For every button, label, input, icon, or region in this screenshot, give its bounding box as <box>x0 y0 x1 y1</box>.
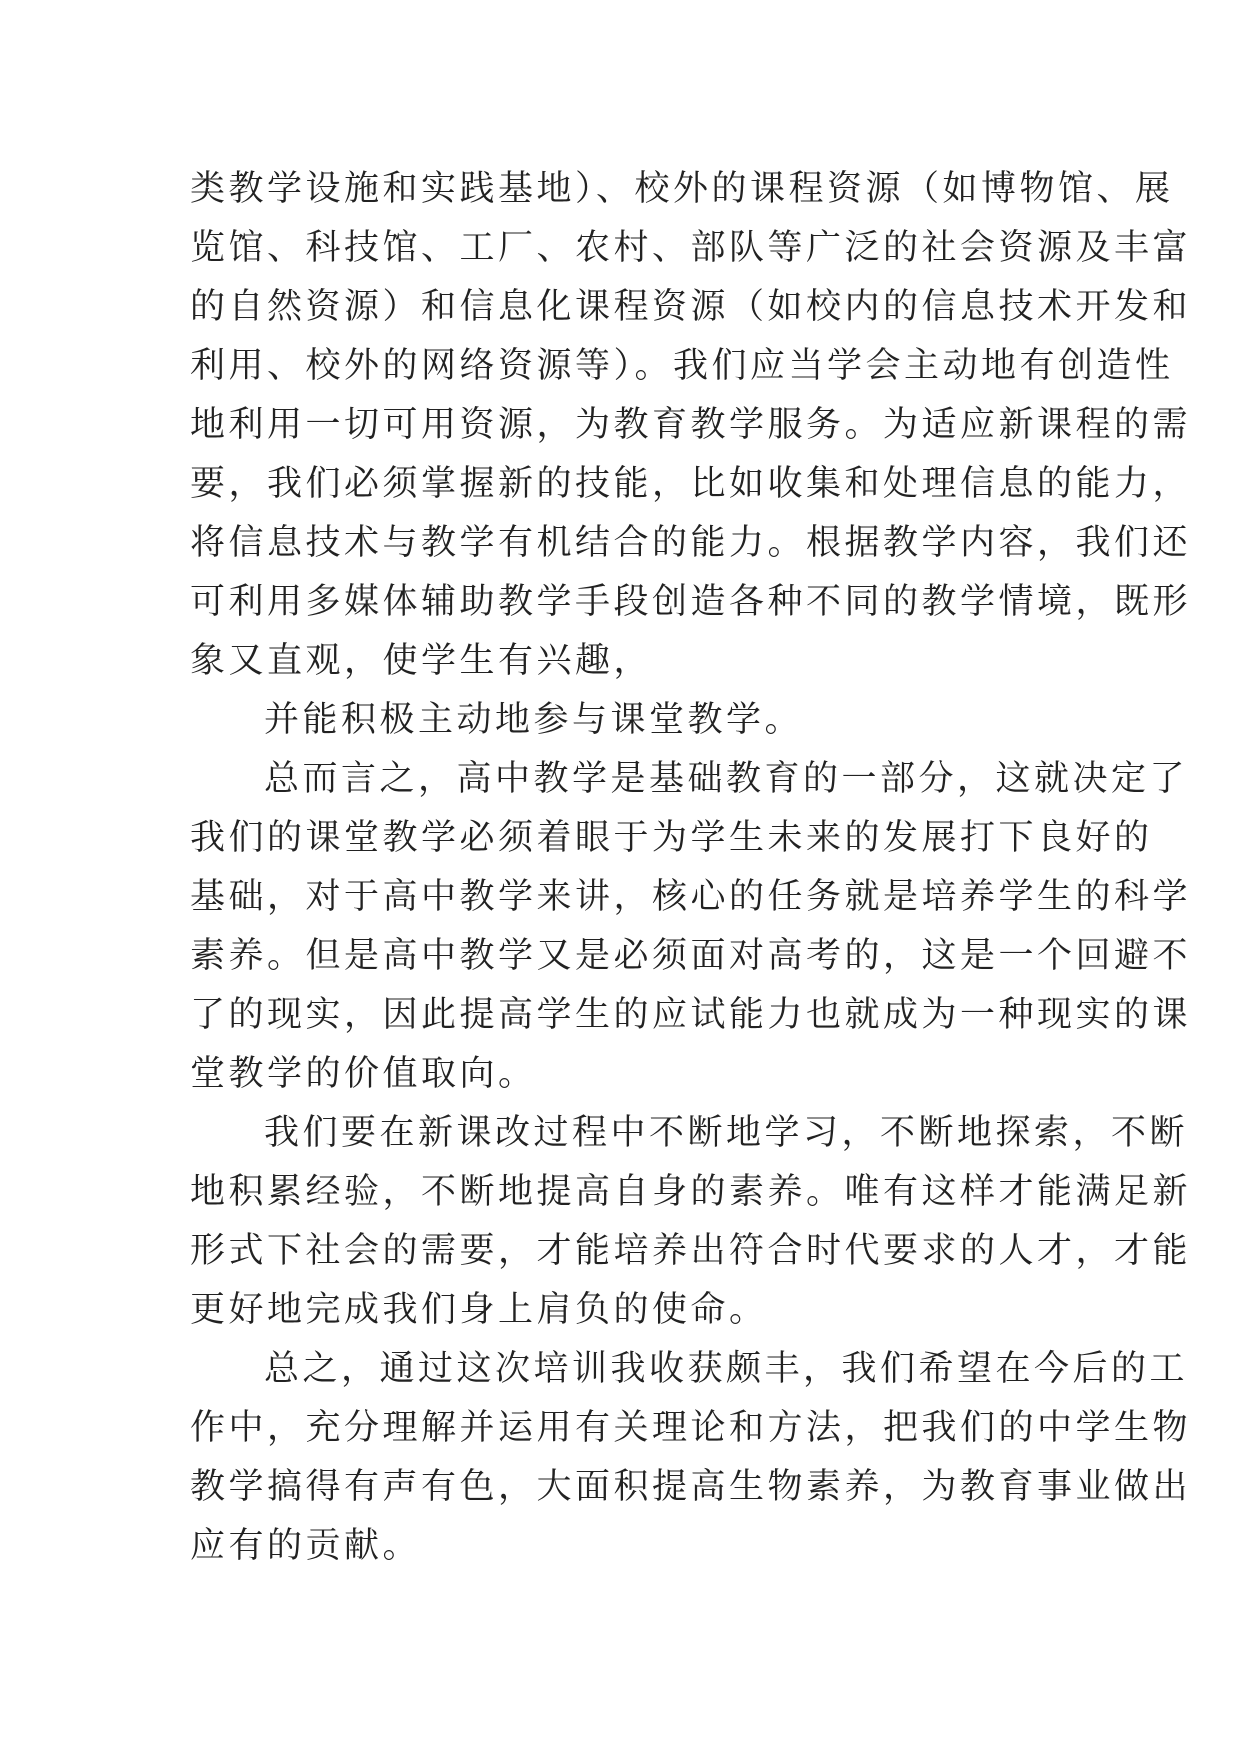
paragraph <box>190 1104 1192 1340</box>
paragraph <box>190 750 1192 1104</box>
document-body <box>190 160 1192 1576</box>
text-line: 我们的课堂教学必须着眼于为学生未来的发展打下良好的 <box>190 818 1153 858</box>
text-line: 堂教学的价值取向。 <box>190 1054 537 1094</box>
text-line: 利用、校外的网络资源等）。我们应当学会主动地有创造性 <box>190 346 1174 386</box>
text-line: 将信息技术与教学有机结合的能力。根据教学内容，我们还 <box>190 523 1192 563</box>
text-line: 总而言之，高中教学是基础教育的一部分，这就决定了 <box>264 759 1189 799</box>
text-line: 应有的贡献。 <box>190 1526 422 1566</box>
paragraph <box>190 160 1192 691</box>
paragraph <box>190 691 1070 750</box>
text-line: 象又直观，使学生有兴趣， <box>190 641 653 681</box>
text-line: 要，我们必须掌握新的技能，比如收集和处理信息的能力， <box>190 464 1192 504</box>
text-line: 总之，通过这次培训我收获颇丰，我们希望在今后的工 <box>264 1349 1189 1389</box>
paragraph <box>190 1340 1192 1576</box>
text-line: 更好地完成我们身上肩负的使命。 <box>190 1290 768 1330</box>
text-line: 的自然资源）和信息化课程资源（如校内的信息技术开发和 <box>190 287 1192 327</box>
text-line: 地利用一切可用资源，为教育教学服务。为适应新课程的需 <box>190 405 1192 445</box>
text-line: 览馆、科技馆、工厂、农村、部队等广泛的社会资源及丰富 <box>190 228 1192 268</box>
text-line: 地积累经验，不断地提高自身的素养。唯有这样才能满足新 <box>190 1172 1192 1212</box>
text-line: 类教学设施和实践基地）、校外的课程资源（如博物馆、展 <box>190 169 1174 209</box>
text-line: 了的现实，因此提高学生的应试能力也就成为一种现实的课 <box>190 995 1192 1035</box>
text-line: 作中，充分理解并运用有关理论和方法，把我们的中学生物 <box>190 1408 1192 1448</box>
text-line: 并能积极主动地参与课堂教学。 <box>264 700 804 740</box>
text-line: 可利用多媒体辅助教学手段创造各种不同的教学情境，既形 <box>190 582 1192 622</box>
text-line: 我们要在新课改过程中不断地学习，不断地探索，不断 <box>264 1113 1189 1153</box>
text-line: 素养。但是高中教学又是必须面对高考的，这是一个回避不 <box>190 936 1192 976</box>
text-line: 教学搞得有声有色，大面积提高生物素养，为教育事业做出 <box>190 1467 1192 1507</box>
text-line: 形式下社会的需要，才能培养出符合时代要求的人才，才能 <box>190 1231 1192 1271</box>
text-line: 基础，对于高中教学来讲，核心的任务就是培养学生的科学 <box>190 877 1192 917</box>
